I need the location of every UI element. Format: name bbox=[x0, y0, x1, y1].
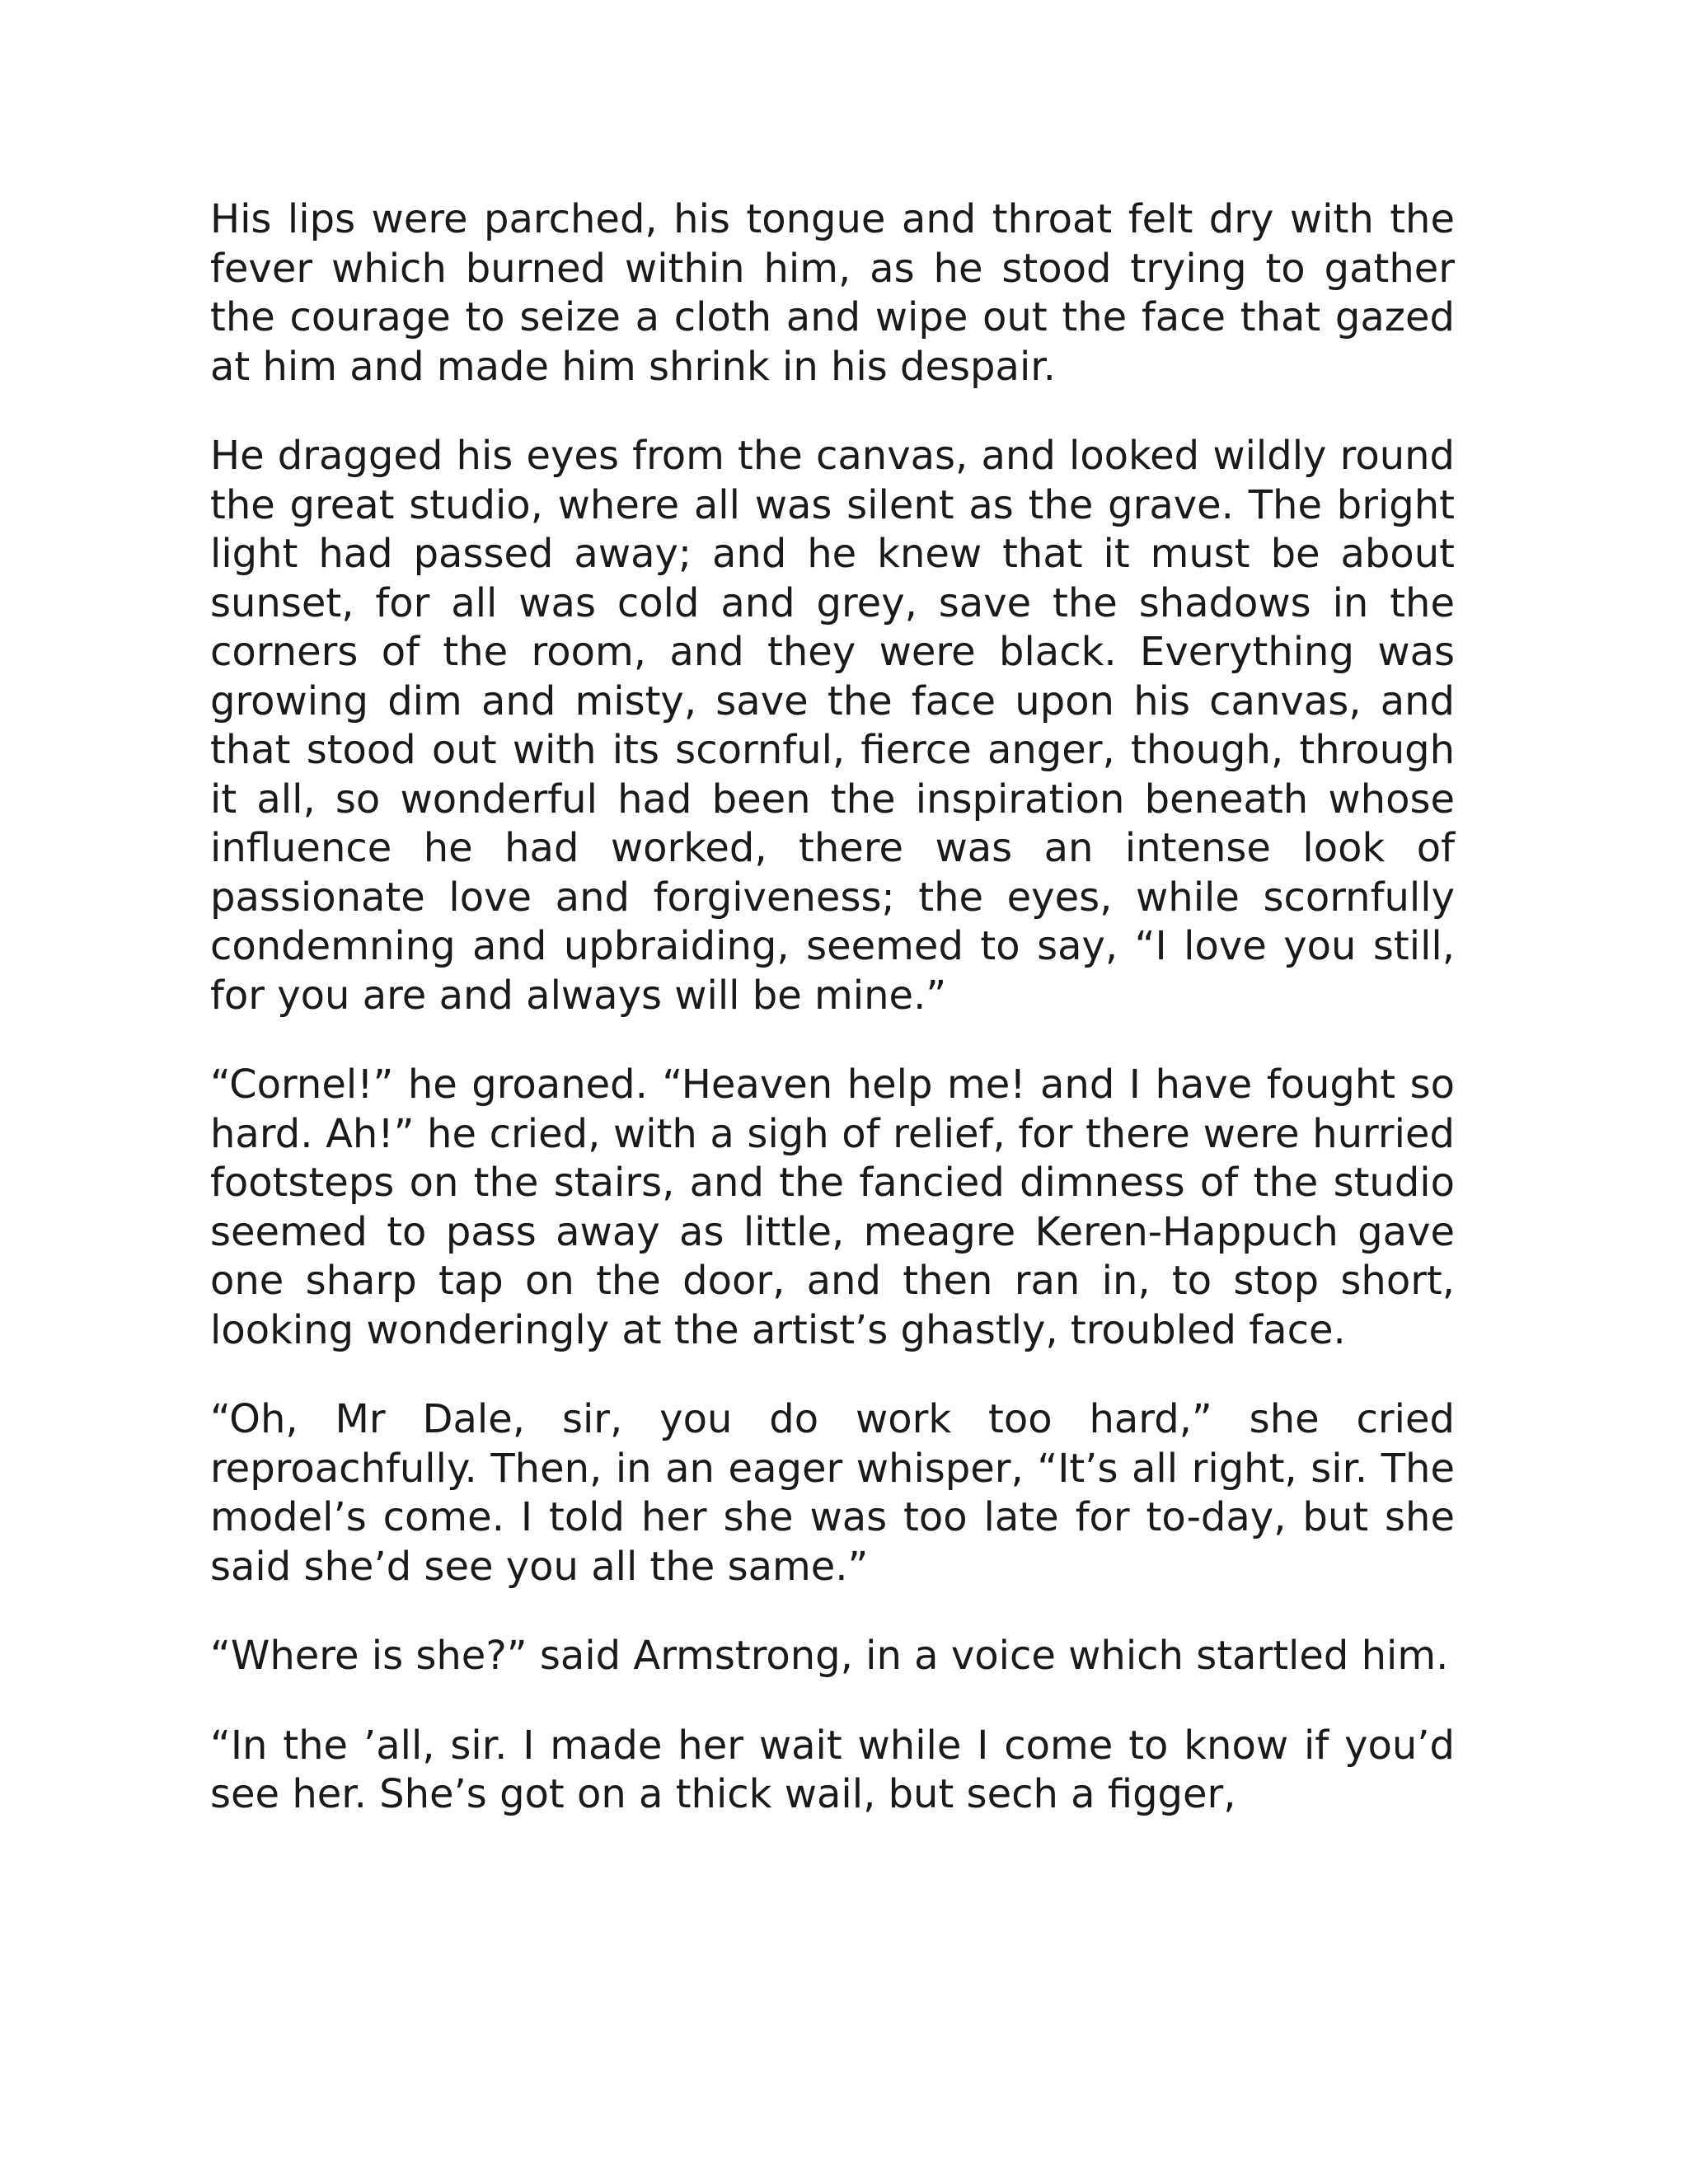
paragraph-4: “Oh, Mr Dale, sir, you do work too hard,” she cried reproachfully. Then, in an eager whisper, “It’s all right, sir. The model’s come. I told her she was too late for to-day, but she said she’d see you all the same.” bbox=[210, 1396, 1455, 1590]
paragraph-1: His lips were parched, his tongue and throat felt dry with the fever which burned within him, as he stood trying to gather the courage to seize a cloth and wipe out the face that gazed at him and made him shrink in his despair. bbox=[210, 196, 1455, 390]
paragraph-5: “Where is she?” said Armstrong, in a voice which startled him. bbox=[210, 1633, 1449, 1679]
paragraph-6: “In the ’all, sir. I made her wait while I come to know if you’d see her. She’s got on a thick wail, but sech a figger, bbox=[210, 1722, 1455, 1817]
paragraph-2: He dragged his eyes from the canvas, and looked wildly round the great studio, where all was silent as the grave. The bright light had passed away; and he knew that it must be about sunset, for all was cold and grey, save the shadows in the corners of the room, and they were black. Everything was growing dim and misty, save the face upon his canvas, and that stood out with its scornful, fierce anger, though, through it all, so wonderful had been the inspiration beneath whose influence he had worked, there was an intense look of passionate love and forgiveness; the eyes, while scornfully condemning and upbraiding, seemed to say, “I love you still, for you are and always will be mine.” bbox=[210, 433, 1455, 1019]
document-page bbox=[210, 195, 1455, 1820]
paragraph-3: “Cornel!” he groaned. “Heaven help me! and I have fought so hard. Ah!” he cried, with a sigh of relief, for there were hurried footsteps on the stairs, and the fancied dimness of the studio seemed to pass away as little, meagre Keren-Happuch gave one sharp tap on the door, and then ran in, to stop short, looking wonderingly at the artist’s ghastly, troubled face. bbox=[210, 1062, 1455, 1353]
